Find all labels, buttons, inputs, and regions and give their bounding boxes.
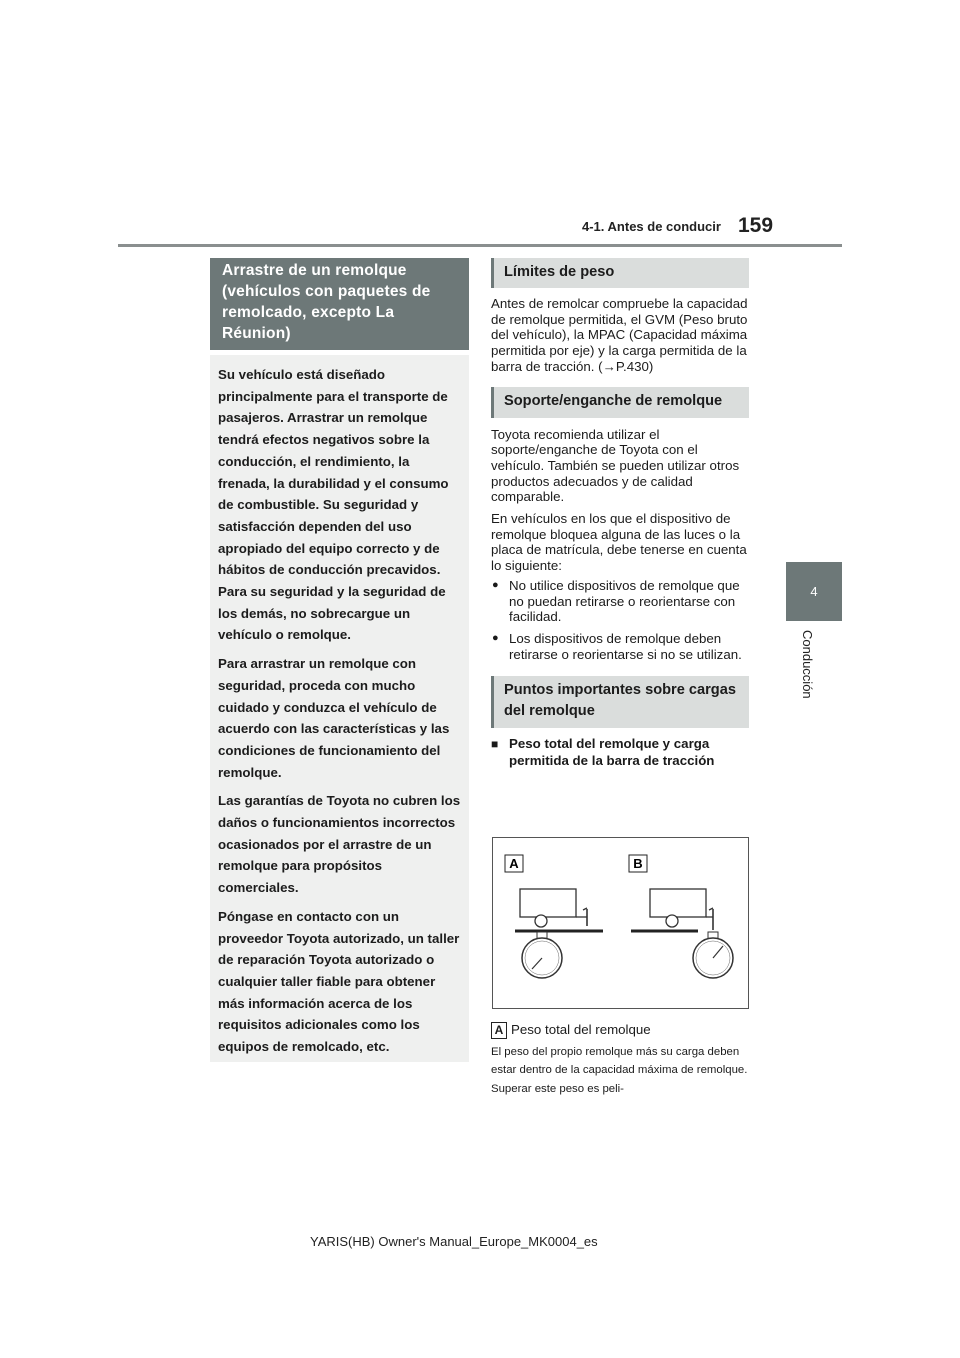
- weight-limits-heading: Límites de peso: [491, 258, 749, 288]
- info-paragraph: Póngase en contacto con un proveedor Toyota autorizado, un taller de reparación Toyota autorizado o cualquier taller fiable para obtener más información acerca de los requisitos adicionales como los equipos de remolcado, etc.: [218, 908, 460, 1055]
- legend-letter: A: [491, 1022, 507, 1039]
- header-rule: [118, 244, 842, 247]
- towing-heading: Arrastre de un remolque (vehículos con paquetes de remolcado, excepto La Réunion): [210, 258, 469, 350]
- page-number: 159: [738, 214, 774, 237]
- diagram-label-b: B: [633, 856, 643, 871]
- hitch-bullet: ● Los dispositivos de remolque deben retirarse o reorientarse si no se utilizan.: [491, 631, 749, 662]
- towing-info-box: [210, 355, 469, 1062]
- hitch-text-1: Toyota recomienda utilizar el soporte/enganche de Toyota con el vehículo. También se pueden utilizar otros productos adecuados y de calidad comparable.: [491, 426, 740, 505]
- diagram-label-a: A: [509, 856, 519, 871]
- hitch-heading: Soporte/enganche de remolque: [491, 387, 749, 418]
- chapter-side-label: [800, 630, 820, 710]
- info-paragraph: Las garantías de Toyota no cubren los daños o funcionamientos incorrectos ocasionados por el arrastre de un remolque para propósitos comerciales.: [218, 793, 461, 896]
- chapter-title: Conducción: [800, 630, 815, 699]
- footer-text: YARIS(HB) Owner's Manual_Europe_MK0004_es: [310, 1234, 598, 1249]
- trailer-weight-illustration: [493, 838, 748, 1008]
- info-paragraph: Su vehículo está diseñado principalmente para el transporte de pasajeros. Arrastrar un remolque tendrá efectos negativos sobre la conducción, el rendimiento, la frenada, la durabilidad y el consumo de combustible. Su seguridad y satisfacción dependen del uso apropiado del equipo correcto y de hábitos de conducción precavidos. Para su seguridad y la seguridad de los demás, no sobrecargue un vehículo o remolque.: [218, 367, 449, 643]
- legend-text: Peso total del remolque: [511, 1022, 651, 1038]
- trailer-weight-diagram: [492, 837, 749, 1009]
- right-column: [491, 258, 749, 769]
- legend-note: El peso del propio remolque más su carga deben estar dentro de la capacidad máxima de remolque. Superar este peso es peli-: [491, 1046, 748, 1095]
- weight-limits-text: Antes de remolcar compruebe la capacidad de remolque permitida, el GVM (Peso bruto del vehículo), la MPAC (Capacidad máxima permitida por eje) y la carga permitida de la barra de tracción. (→P.430): [491, 296, 748, 374]
- important-heading: Puntos importantes sobre cargas del remolque: [491, 676, 749, 728]
- hitch-bullet: ● No utilice dispositivos de remolque que no puedan retirarse o reorientarse con facilidad.: [491, 578, 749, 625]
- section-title: 4-1. Antes de conducir: [582, 219, 721, 234]
- hitch-text-2: En vehículos en los que el dispositivo de remolque bloquea alguna de las luces o la placa de matrícula, debe tenerse en cuenta lo siguiente:: [491, 511, 747, 574]
- important-subheading: ■ Peso total del remolque y carga permitida de la barra de tracción: [491, 736, 749, 769]
- chapter-number-tab: 4: [786, 562, 842, 621]
- diagram-legend: [491, 1022, 749, 1098]
- info-paragraph: Para arrastrar un remolque con seguridad, proceda con mucho cuidado y conduzca el vehículo de acuerdo con las características y las condiciones de funcionamiento del remolque.: [218, 656, 450, 780]
